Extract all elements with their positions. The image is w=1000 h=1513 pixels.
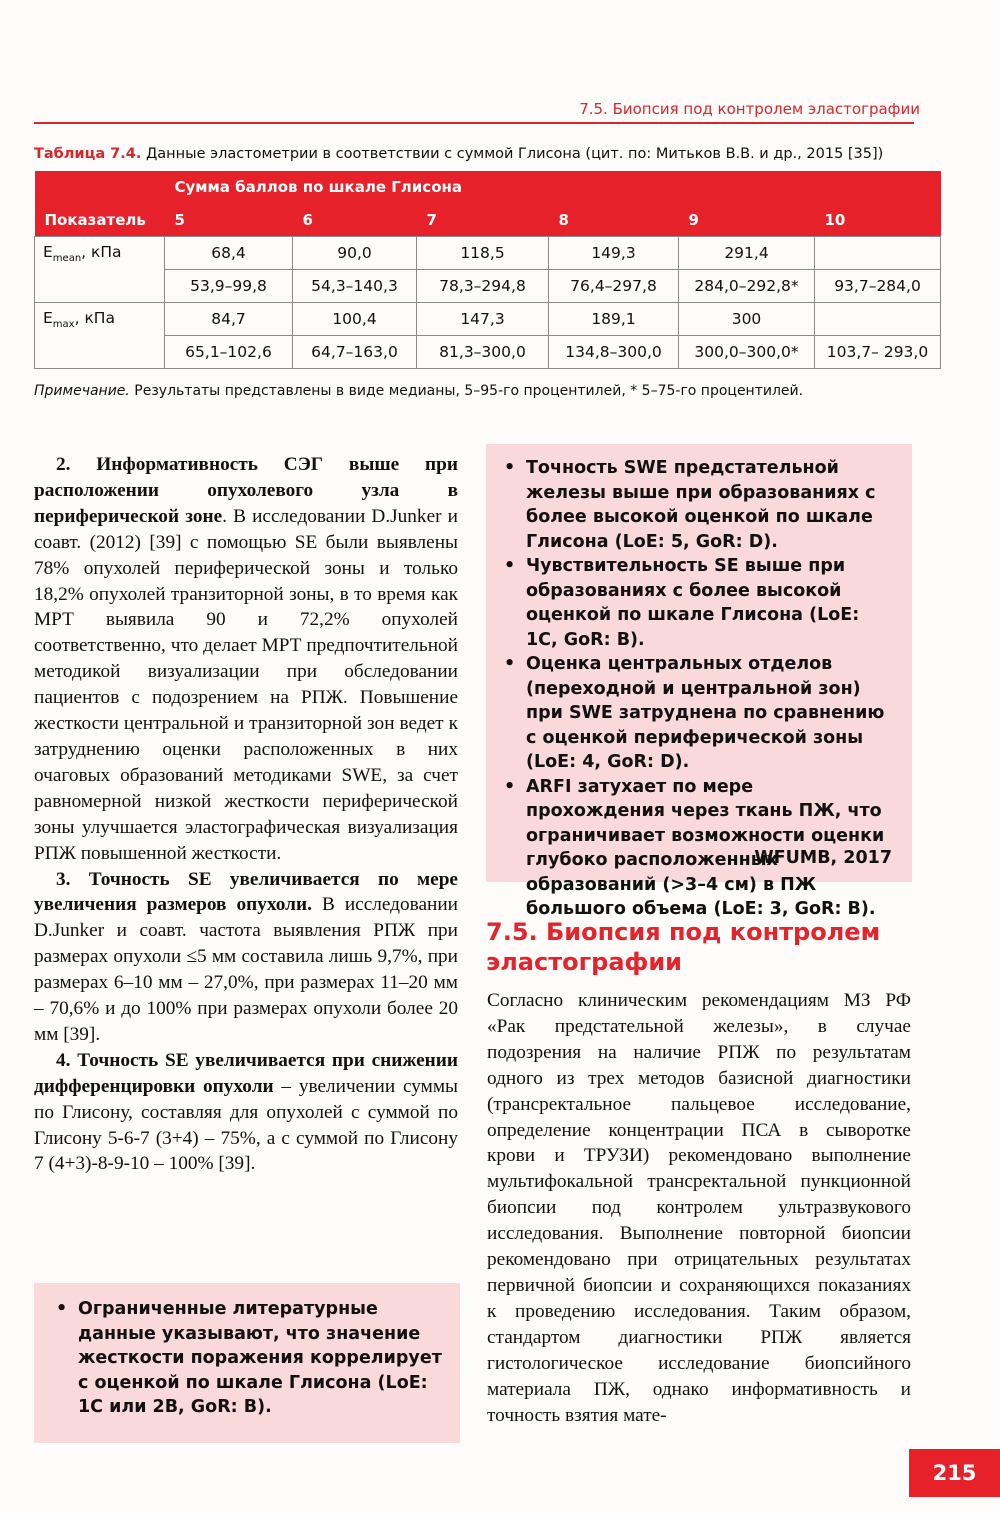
- elastometry-table: [34, 171, 941, 369]
- row-label-emax: $E_{max}$, кПа: [35, 303, 165, 369]
- group-header: Сумма баллов по шкале Глисона: [165, 171, 941, 203]
- paragraph-3: 3. Точность SE увеличивается по мере увеличения размеров опухоли. В исследовании D.Junker и соавт. частота выявления РПЖ при размерах опухоли ≤5 мм составила лишь 9,7%, при размерах 6–10 мм – 27,0%, при размерах 11–20 мм – 70,6% и до 100% при размерах опухоли более 20 мм [39].: [34, 868, 458, 1045]
- table-cell: 64,7–163,0: [293, 336, 417, 369]
- table-cell: 284,0–292,8*: [679, 270, 815, 303]
- note-label: Примечание.: [34, 383, 130, 399]
- table-cell: 53,9–99,8: [165, 270, 293, 303]
- page-number: 215: [909, 1449, 1000, 1497]
- right-column: [487, 988, 911, 1428]
- header-rule: [34, 122, 914, 124]
- table-note: [34, 383, 914, 399]
- table-cell: 147,3: [417, 303, 549, 336]
- list-item: • Точность SWE предстательной железы выше при образованиях с более высокой оценкой по шкале Глисона (LoE: 5, GoR: D).: [504, 458, 876, 552]
- table-cell: 300: [679, 303, 815, 336]
- table-cell: 65,1–102,6: [165, 336, 293, 369]
- gleason-header: 5: [165, 203, 293, 237]
- section-heading: 7.5. Биопсия под контролем эластографии: [486, 918, 881, 976]
- table-cell: 103,7– 293,0: [815, 336, 941, 369]
- table-caption-label: Таблица 7.4.: [34, 146, 142, 162]
- gleason-header: 7: [417, 203, 549, 237]
- table-cell: 300,0–300,0*: [679, 336, 815, 369]
- table-cell: 84,7: [165, 303, 293, 336]
- table-cell: 76,4–297,8: [549, 270, 679, 303]
- running-head: 7.5. Биопсия под контролем эластографии: [579, 100, 920, 118]
- highlight-box-left: [34, 1283, 460, 1443]
- gleason-header: 8: [549, 203, 679, 237]
- table-cell: 54,3–140,3: [293, 270, 417, 303]
- table-row: [35, 336, 941, 369]
- table-cell: 291,4: [679, 237, 815, 270]
- gleason-header: 6: [293, 203, 417, 237]
- paragraph-2: 2. Информативность СЭГ выше при расположении опухолевого узла в периферической зоне. В исследовании D.Junker и соавт. (2012) [39] с помощью SE были выявлены 78% опухолей периферической зоны и только 18,2% опухолей транзиторной зоны, в то время как МРТ выявила 90 и 72,2% опухолей соответственно, что делает МРТ предпочтительной методикой визуализации при обследовании пациентов с подозрением на РПЖ. Повышение жесткости центральной и транзиторной зон ведет к затруднению оценки расположенных в них очаговых образований методиками SWE, за счет равномерной низкой жесткости периферической зоны улучшается эластографическая визуализация РПЖ повышенной жесткости.: [34, 454, 458, 864]
- row-label-emean: $E_{mean}$, кПа: [35, 237, 165, 303]
- list-item: • Чувствительность SE выше при образованиях с более высокой оценкой по шкале Глисона (LoE: 1C, GoR: B).: [504, 556, 860, 650]
- table-cell: 78,3–294,8: [417, 270, 549, 303]
- table-cell: 93,7–284,0: [815, 270, 941, 303]
- paragraph-4: 4. Точность SE увеличивается при снижении дифференцировки опухоли – увеличении суммы по Глисону, составляя для опухолей с суммой по Глисону 5-6-7 (3+4) – 75%, а с суммой по Глисону 7 (4+3)-8-9-10 – 100% [39].: [34, 1049, 458, 1175]
- table-cell: 100,4: [293, 303, 417, 336]
- table-row: [35, 237, 941, 270]
- box-source: WFUMB, 2017: [754, 848, 892, 868]
- list-item: • Ограниченные литературные данные указывают, что значение жесткости поражения коррелирует с оценкой по шкале Глисона (LoE: 1С или 2В, GoR: В).: [56, 1299, 442, 1417]
- table-row: [35, 303, 941, 336]
- header-empty: [35, 171, 165, 203]
- table-cell: [815, 237, 941, 270]
- table-row: [35, 270, 941, 303]
- table-cell: 134,8–300,0: [549, 336, 679, 369]
- table-cell: 90,0: [293, 237, 417, 270]
- table-cell: 81,3–300,0: [417, 336, 549, 369]
- table-cell: 118,5: [417, 237, 549, 270]
- table-caption: [34, 146, 934, 162]
- table-cell: 149,3: [549, 237, 679, 270]
- note-text: Результаты представлены в виде медианы, 5–95-го процентилей, * 5–75-го процентилей.: [129, 383, 804, 399]
- table-cell: [815, 303, 941, 336]
- table-caption-text: Данные эластометрии в соответствии с суммой Глисона (цит. по: Митьков В.В. и др., 2015 [35]): [141, 146, 884, 162]
- section-paragraph: Согласно клиническим рекомендациям МЗ РФ «Рак предстательной железы», в случае подозрения на наличие РПЖ по результатам одного из трех методов базисной диагностики (трансректальное пальцевое исследование, определение концентрации ПСА в сыворотке крови и ТРУЗИ) рекомендовано выполнение мультифокальной трансректальной пункционной биопсии под контролем ультразвукового исследования. Выполнение повторной биопсии рекомендовано при отрицательных результатах первичной биопсии и сохраняющихся показаниях к проведению исследования. Таким образом, стандартом диагностики РПЖ является гистологическое исследование биопсийного материала ПЖ, однако информативность и точность взятия мате-: [487, 990, 911, 1426]
- list-item: • Оценка центральных отделов (переходной и центральной зон) при SWE затруднена по сравнению с оценкой периферической зоны (LoE: 4, GoR: D).: [504, 654, 885, 772]
- gleason-header: 9: [679, 203, 815, 237]
- table-cell: 189,1: [549, 303, 679, 336]
- table-cell: 68,4: [165, 237, 293, 270]
- highlight-box-right: [486, 444, 912, 919]
- left-column: [34, 452, 458, 1177]
- gleason-header: 10: [815, 203, 941, 237]
- list-item: • ARFI затухает по мере прохождения через ткань ПЖ, что ограничивает возможности оценки глубоко расположенных образований (>3–4 см) в ПЖ большого объема (LoE: 3, GoR: B).: [504, 776, 885, 919]
- indicator-header: Показатель: [35, 203, 165, 237]
